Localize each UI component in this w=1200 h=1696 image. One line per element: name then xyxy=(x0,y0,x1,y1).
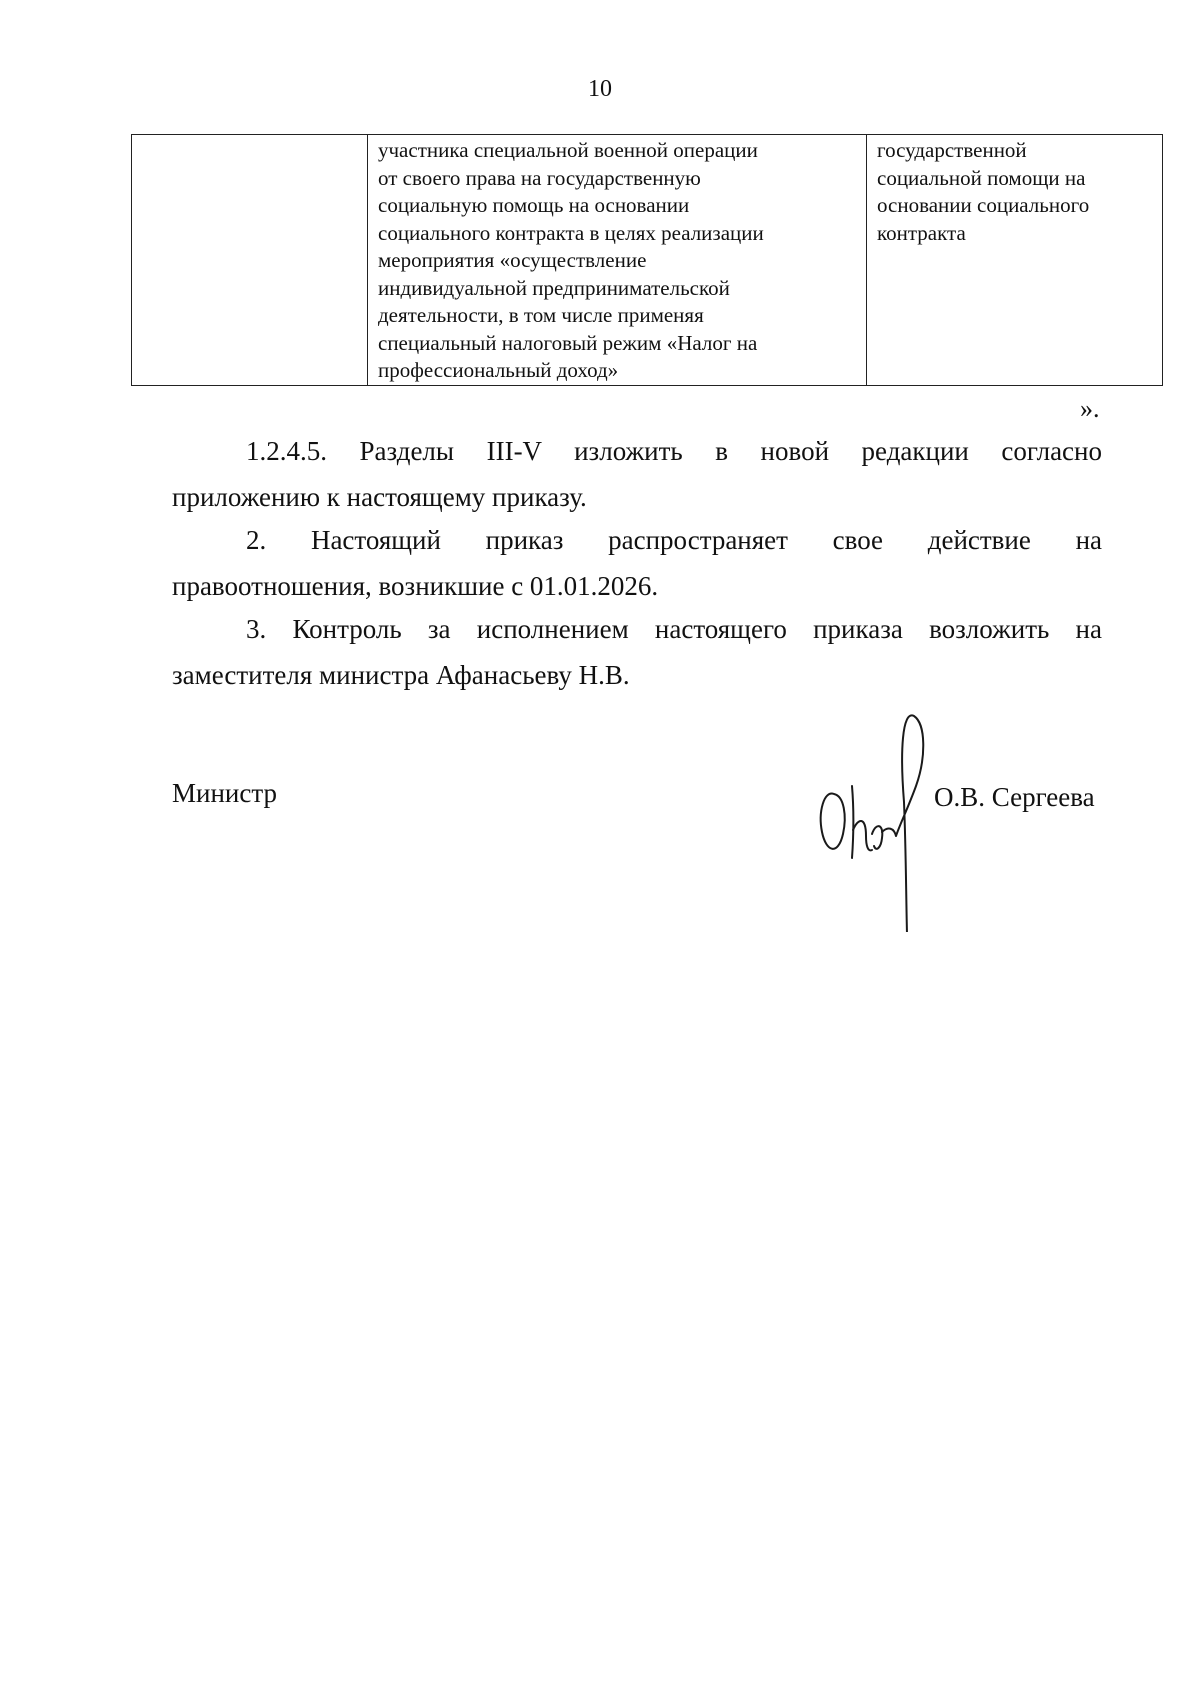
table-cell-line: специальный налоговый режим «Налог на xyxy=(378,330,758,355)
table-cell-line: социального контракта в целях реализации xyxy=(378,220,764,245)
table-cell-line: основании социального xyxy=(877,193,1090,217)
paragraph-line: заместителя министра Афанасьеву Н.В. xyxy=(172,660,630,690)
page-number: 10 xyxy=(588,76,612,102)
table-cell-result xyxy=(867,135,1163,386)
table-cell-line: профессиональный доход» xyxy=(378,358,619,382)
table-cell-line: от своего права на государственную xyxy=(378,165,701,190)
table-cell-line: государственной xyxy=(877,138,1027,162)
table-cell-description xyxy=(368,135,867,386)
table-cell-line: социальной помощи на xyxy=(877,165,1086,190)
closing-quote: ». xyxy=(1080,394,1100,423)
table-cell-number xyxy=(132,135,368,386)
paragraph-sections xyxy=(172,428,1102,520)
paragraph-line: правоотношения, возникшие с 01.01.2026. xyxy=(172,571,659,601)
paragraph-control xyxy=(172,606,1102,698)
paragraph-effective-date xyxy=(172,517,1102,609)
table-row xyxy=(132,135,1163,386)
paragraph-line: 1.2.4.5. Разделы III-V изложить в новой редакции согласно xyxy=(246,436,1102,466)
table-cell-line: контракта xyxy=(877,220,966,245)
table-cell-line: мероприятия «осуществление xyxy=(378,248,647,272)
table-cell-line: деятельности, в том числе применяя xyxy=(378,303,704,327)
paragraph-line: приложению к настоящему приказу. xyxy=(172,482,587,512)
continuation-table xyxy=(131,134,1163,386)
table-cell-line: индивидуальной предпринимательской xyxy=(378,275,730,300)
handwritten-signature xyxy=(816,712,946,932)
table-cell-line: участника специальной военной операции xyxy=(378,138,758,162)
paragraph-line: 3. Контроль за исполнением настоящего приказа возложить на xyxy=(246,614,1102,644)
table-cell-line: социальную помощь на основании xyxy=(378,193,690,217)
signatory-title: Министр xyxy=(172,778,277,808)
paragraph-line: 2. Настоящий приказ распространяет свое действие на xyxy=(246,525,1102,555)
signatory-name: О.В. Сергеева xyxy=(934,782,1095,812)
